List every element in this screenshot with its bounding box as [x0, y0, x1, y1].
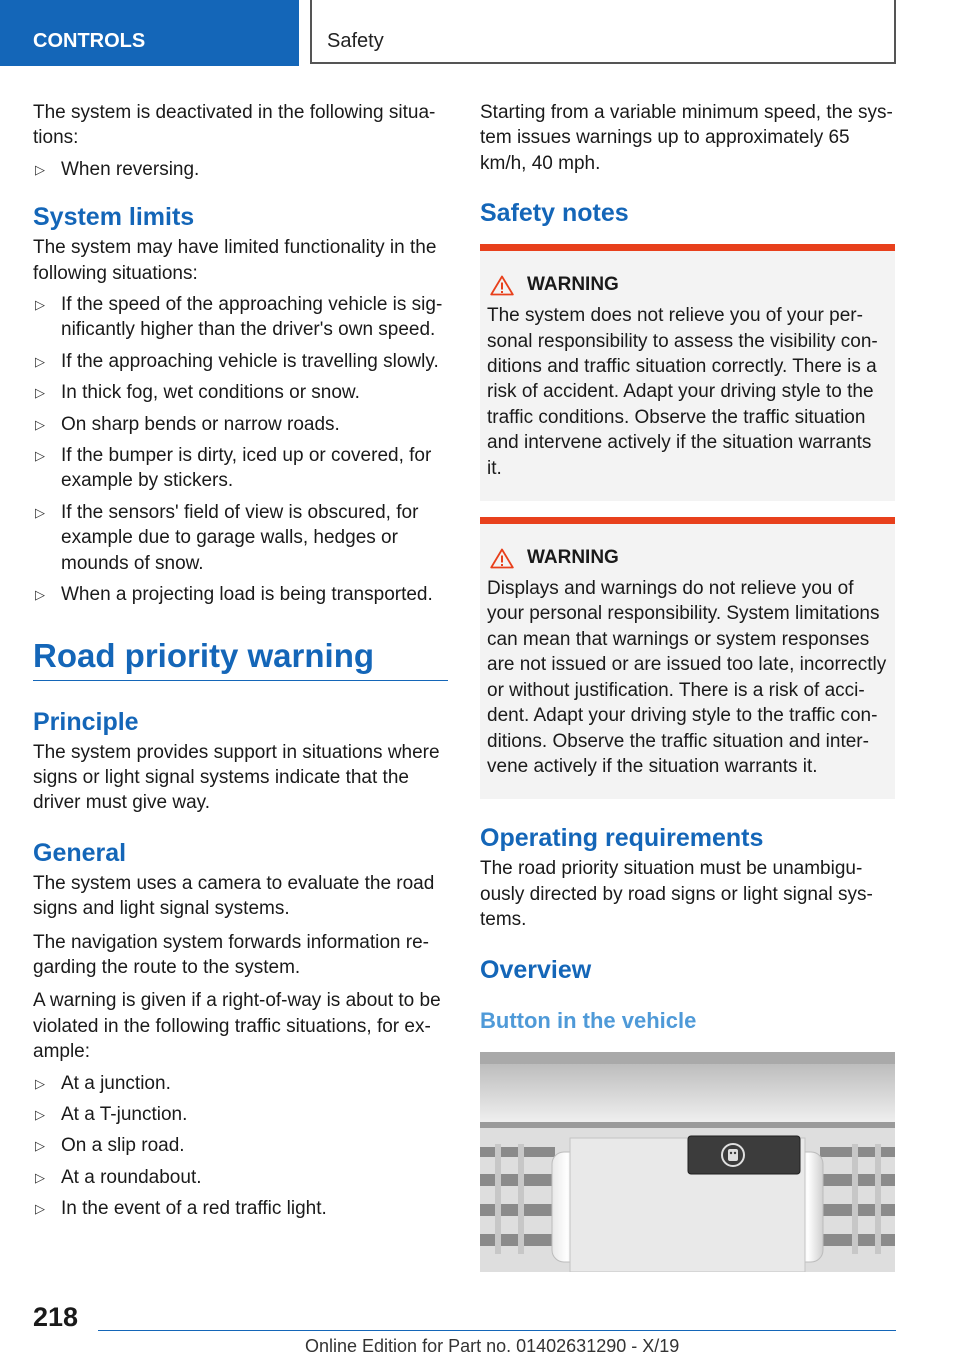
footer-edition: Online Edition for Part no. 01402631290 - X/19	[305, 1336, 680, 1356]
page-number: 218	[33, 1302, 79, 1332]
deactivation-list	[33, 157, 448, 182]
left-column	[33, 100, 448, 1222]
warning-triangle-icon	[490, 548, 514, 569]
button-in-vehicle-heading: Button in the vehicle	[480, 1007, 697, 1033]
warning-text: The system does not relieve you of your per‐sonal responsibility to assess the visibility con‐ditions and traffic situation correctly. There is a risk of accident. Adapt your driving style to the traffic conditions. Observe the traffic situation and intervene actively if the situation warrants it.	[487, 305, 878, 479]
triangle-bullet-icon: ▷	[35, 1201, 45, 1217]
list-item: ▷ In the event of a red traffic light.	[33, 1196, 448, 1221]
system-limits-list	[33, 292, 448, 607]
list-item: ▷ On a slip road.	[33, 1133, 448, 1158]
vehicle-button-illustration	[480, 1052, 895, 1272]
road-priority-heading-block	[33, 636, 448, 681]
list-item: ▷ At a T-junction.	[33, 1102, 448, 1127]
list-item: ▷ If the approaching vehicle is travelling slowly.	[33, 349, 448, 374]
list-item: ▷ When a projecting load is being transported.	[33, 582, 448, 607]
general-text-3: A warning is given if a right-of-way is about to be violated in the following traffic situations, for ex‐ample:	[33, 990, 441, 1063]
triangle-bullet-icon: ▷	[35, 1138, 45, 1154]
operating-requirements-text: The road priority situation must be unambigu‐ously directed by road signs or light signal sys‐tems.	[480, 858, 873, 931]
warning-triangle-icon	[490, 275, 514, 296]
list-item: ▷ At a junction.	[33, 1071, 448, 1096]
footer-divider	[98, 1330, 896, 1331]
warning-box	[480, 244, 895, 501]
triangle-bullet-icon: ▷	[35, 297, 45, 313]
list-item: ▷ When reversing.	[33, 157, 448, 182]
triangle-bullet-icon: ▷	[35, 353, 45, 369]
list-item: ▷ If the bumper is dirty, iced up or covered, for example by stickers.	[35, 445, 432, 492]
general-text-1: The system uses a camera to evaluate the road signs and light signal systems.	[33, 872, 435, 920]
deactivation-intro: The system is deactivated in the following situa‐tions:	[33, 102, 436, 149]
list-item: ▷ At a roundabout.	[33, 1165, 448, 1190]
warning-title: WARNING	[487, 546, 888, 570]
list-item: ▷ In thick fog, wet conditions or snow.	[33, 380, 448, 405]
principle-text: The system provides support in situations where signs or light signal systems indicate that the driver must give way.	[33, 741, 440, 814]
general-heading: General	[33, 838, 127, 867]
safety-notes-heading: Safety notes	[480, 199, 629, 228]
warning-text: Displays and warnings do not relieve you of your personal responsibility. System limitations can mean that warnings or system responses are not issued or are issued too late, incorrectly or without justification. There is a risk of acci‐dent. Adapt your driving style to the traffic con‐ditions. Observe the traffic situation and inter‐vene actively if the situation warrants it.	[487, 578, 887, 777]
list-item: ▷ If the sensors' field of view is obscured, for example due to garage walls, hedges or mounds of snow.	[35, 501, 419, 574]
chapter-title: Safety	[310, 0, 896, 64]
principle-heading: Principle	[33, 707, 139, 736]
triangle-bullet-icon: ▷	[35, 448, 45, 464]
general-text-2: The navigation system forwards information re‐garding the route to the system.	[33, 931, 429, 978]
triangle-bullet-icon: ▷	[35, 416, 45, 432]
vehicle-button-figure	[480, 1052, 895, 1272]
triangle-bullet-icon: ▷	[35, 504, 45, 520]
triangle-bullet-icon: ▷	[35, 385, 45, 401]
operating-requirements-heading: Operating requirements	[480, 824, 764, 853]
speed-intro: Starting from a variable minimum speed, the sys‐tem issues warnings up to approximately 65 km/h, 40 mph.	[480, 102, 893, 174]
right-column	[480, 100, 895, 1272]
system-limits-heading: System limits	[33, 203, 195, 232]
traffic-situations-list	[33, 1071, 448, 1222]
section-tab: CONTROLS	[0, 0, 299, 66]
overview-heading: Overview	[480, 955, 592, 984]
warning-box	[480, 517, 895, 799]
system-limits-text: The system may have limited functionality in the following situations:	[33, 237, 437, 284]
list-item: ▷ On sharp bends or narrow roads.	[33, 412, 448, 437]
road-priority-heading: Road priority warning	[33, 636, 375, 674]
list-item: ▷ If the speed of the approaching vehicle is sig‐nificantly higher than the driver's own speed.	[35, 294, 443, 341]
triangle-bullet-icon: ▷	[35, 161, 45, 177]
warning-title: WARNING	[487, 273, 888, 297]
triangle-bullet-icon: ▷	[35, 587, 45, 603]
triangle-bullet-icon: ▷	[35, 1169, 45, 1185]
triangle-bullet-icon: ▷	[35, 1075, 45, 1091]
triangle-bullet-icon: ▷	[35, 1106, 45, 1122]
